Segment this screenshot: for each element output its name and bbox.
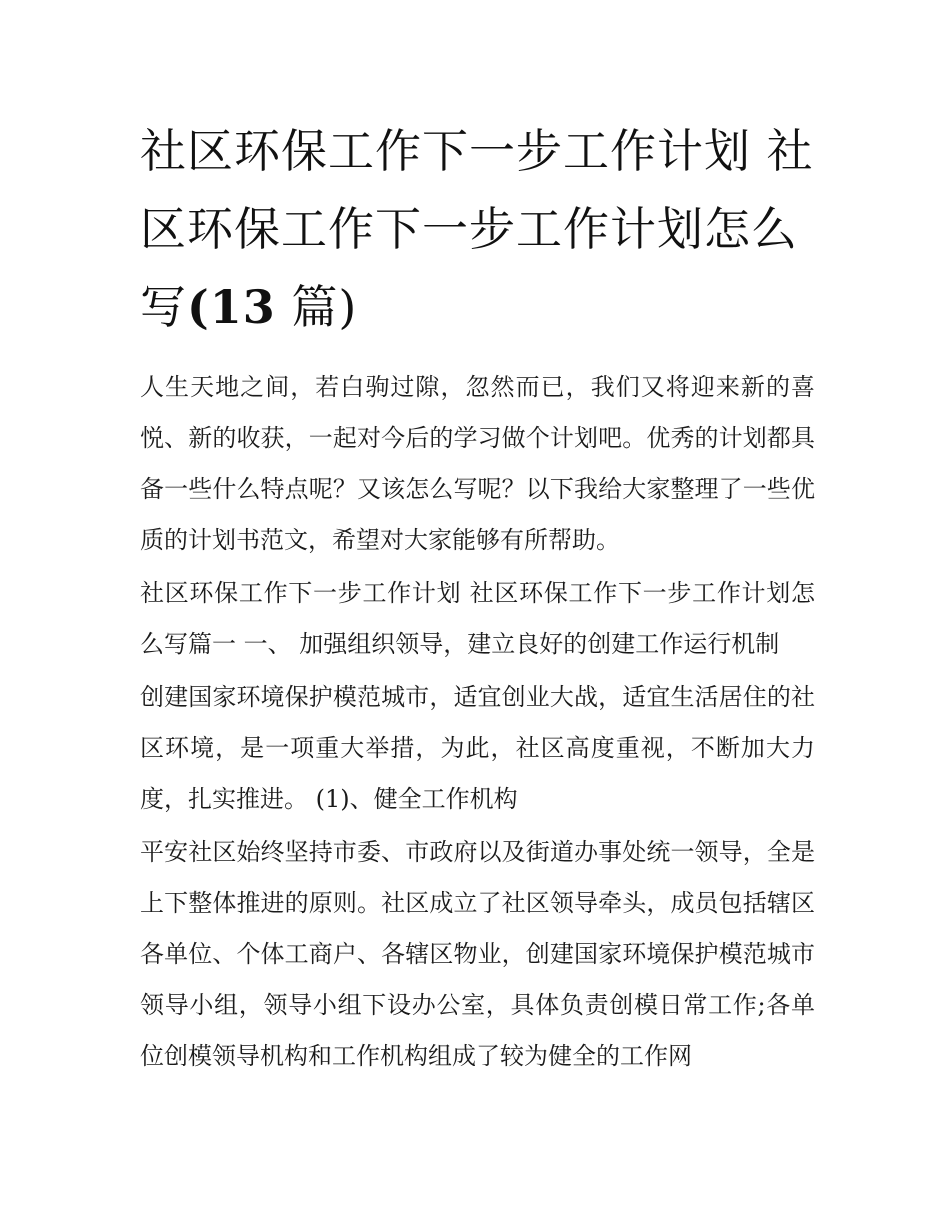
document-page: [140, 112, 815, 1084]
title-suffix: 篇): [291, 280, 358, 334]
document-title: [140, 112, 815, 346]
title-count: (13: [187, 280, 276, 334]
paragraph-intro: 人生天地之间，若白驹过隙，忽然而已，我们又将迎来新的喜悦、新的收获，一起对今后的学习做个计划吧。优秀的计划都具备一些什么特点呢？又该怎么写呢？以下我给大家整理了一些优质的计划书范文，希望对大家能够有所帮助。: [140, 373, 815, 554]
paragraph-body-2: 平安社区始终坚持市委、市政府以及街道办事处统一领导，全是上下整体推进的原则。社区成立了社区领导牵头，成员包括辖区各单位、个体工商户、各辖区物业，创建国家环境保护模范城市领导小组，领导小组下设办公室，具体负责创模日常工作;各单位创模领导机构和工作机构组成了较为健全的工作网: [140, 838, 815, 1070]
title-text: 社区环保工作下一步工作计划 社区环保工作下一步工作计划怎么写: [140, 124, 814, 334]
paragraph-body-1: 创建国家环境保护模范城市，适宜创业大战，适宜生活居住的社区环境，是一项重大举措，为此，社区高度重视，不断加大力度，扎实推进。 (1)、健全工作机构: [140, 683, 815, 813]
paragraph-section-heading: 社区环保工作下一步工作计划 社区环保工作下一步工作计划怎么写篇一 一、 加强组织领导，建立良好的创建工作运行机制: [140, 579, 815, 658]
